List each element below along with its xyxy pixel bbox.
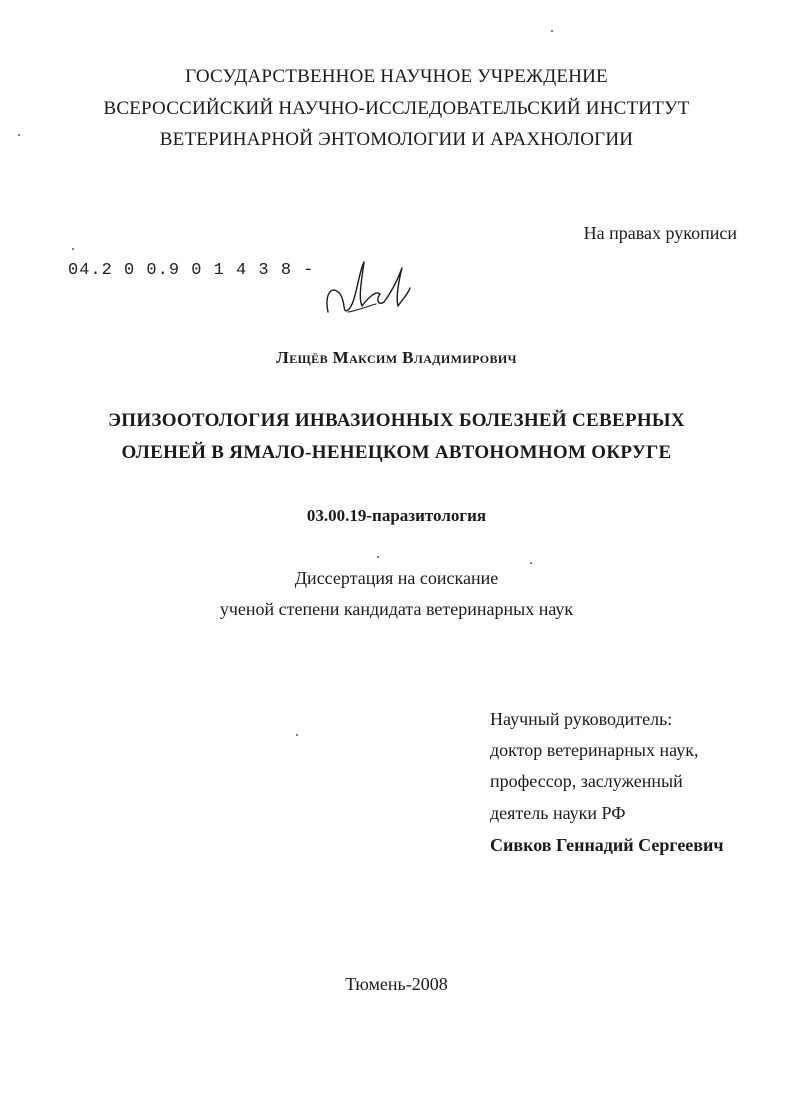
author-name: Лещёв Максим Владимирович xyxy=(276,348,517,367)
scan-speck xyxy=(296,734,298,736)
manuscript-rights-note: На правах рукописи xyxy=(583,223,737,243)
scan-speck xyxy=(530,562,532,564)
supervisor-rank: профессор, заслуженный xyxy=(490,771,683,791)
scan-speck xyxy=(377,556,379,558)
scan-speck xyxy=(551,30,553,32)
degree-description-line-2: ученой степени кандидата ветеринарных наук xyxy=(219,599,574,619)
supervisor-honor: деятель науки РФ xyxy=(490,803,626,823)
specialty-code: 03.00.19-паразитология xyxy=(306,506,487,525)
institution-name-line-2: ВСЕРОССИЙСКИЙ НАУЧНО-ИССЛЕДОВАТЕЛЬСКИЙ ИНСТИТУТ xyxy=(103,98,690,119)
dissertation-title-line-1: ЭПИЗООТОЛОГИЯ ИНВАЗИОННЫХ БОЛЕЗНЕЙ СЕВЕРНЫХ xyxy=(108,410,685,431)
scan-speck xyxy=(72,248,74,250)
city-year: Тюмень-2008 xyxy=(345,974,448,994)
supervisor-heading: Научный руководитель: xyxy=(490,709,673,729)
library-stamp-number: 04.2 0 0.9 0 1 4 3 8 - xyxy=(68,261,315,280)
institution-name-line-3: ВЕТЕРИНАРНОЙ ЭНТОМОЛОГИИ И АРАХНОЛОГИИ xyxy=(159,129,634,150)
supervisor-name: Сивков Геннадий Сергеевич xyxy=(490,835,724,855)
degree-description-line-1: Диссертация на соискание xyxy=(294,568,499,588)
supervisor-degree: доктор ветеринарных наук, xyxy=(490,740,699,760)
dissertation-title-line-2: ОЛЕНЕЙ В ЯМАЛО-НЕНЕЦКОМ АВТОНОМНОМ ОКРУГЕ xyxy=(121,442,672,463)
institution-name-line-1: ГОСУДАРСТВЕННОЕ НАУЧНОЕ УЧРЕЖДЕНИЕ xyxy=(185,66,608,87)
author-signature xyxy=(318,254,414,324)
